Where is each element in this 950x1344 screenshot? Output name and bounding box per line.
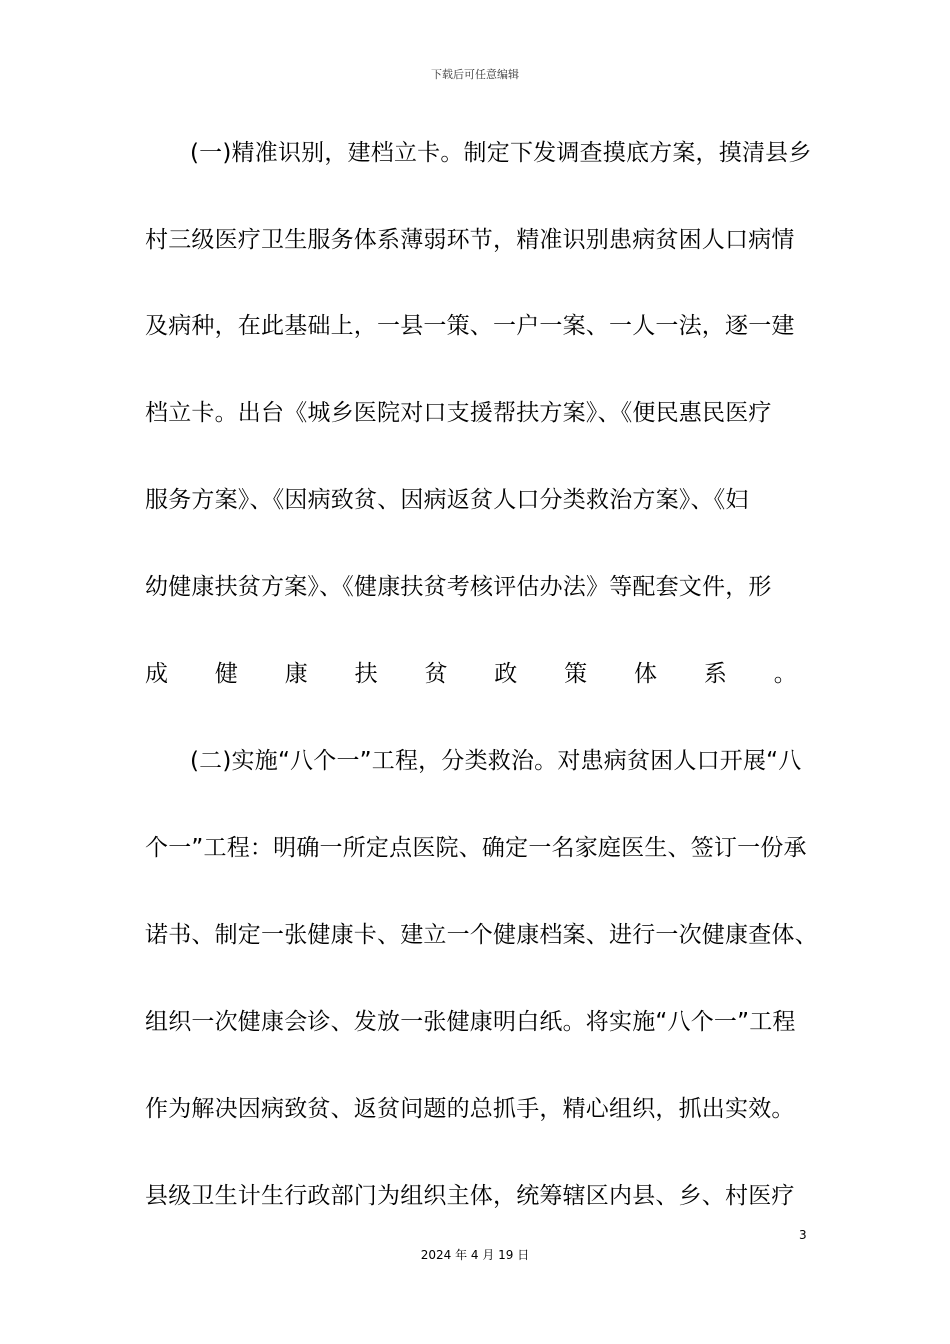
char: 策 bbox=[564, 661, 588, 687]
paragraph-line: 及病种，在此基础上，一县一策、一户一案、一人一法，逐一建 bbox=[145, 313, 795, 339]
paragraph-line: 幼健康扶贫方案》、《健康扶贫考核评估办法》等配套文件，形 bbox=[145, 574, 772, 600]
char: 康 bbox=[284, 661, 308, 687]
paragraph-line: 档立卡。出台《城乡医院对口支援帮扶方案》、《便民惠民医疗 bbox=[145, 400, 772, 426]
char: 政 bbox=[494, 661, 518, 687]
page-footer-date: 2024 年 4 月 19 日 bbox=[420, 1248, 530, 1262]
paragraph-line: 诺书、制定一张健康卡、建立一个健康档案、进行一次健康查体、 bbox=[145, 922, 818, 948]
paragraph-line: 县级卫生计生行政部门为组织主体，统筹辖区内县、乡、村医疗 bbox=[145, 1183, 795, 1209]
paragraph-line: 组织一次健康会诊、发放一张健康明白纸。将实施“八个一”工程 bbox=[145, 1009, 796, 1035]
page-number: 3 bbox=[799, 1228, 807, 1242]
page-header: 下载后可任意编辑 bbox=[431, 68, 519, 81]
paragraph-line: 作为解决因病致贫、返贫问题的总抓手，精心组织，抓出实效。 bbox=[145, 1096, 795, 1122]
paragraph-line: 服务方案》、《因病致贫、因病返贫人口分类救治方案》、《妇 bbox=[145, 487, 749, 513]
char: 成 bbox=[145, 661, 169, 687]
paragraph-line: (二)实施“八个一”工程，分类救治。对患病贫困人口开展“八 bbox=[190, 748, 802, 774]
paragraph-line-justified bbox=[145, 659, 797, 689]
char: 贫 bbox=[424, 661, 448, 687]
char: 体 bbox=[634, 661, 658, 687]
char: 健 bbox=[214, 661, 239, 687]
char: 。 bbox=[773, 661, 797, 687]
char: 扶 bbox=[354, 661, 378, 687]
paragraph-line: (一)精准识别，建档立卡。制定下发调查摸底方案，摸清县乡 bbox=[190, 140, 812, 166]
char: 系 bbox=[703, 661, 728, 687]
paragraph-line: 村三级医疗卫生服务体系薄弱环节，精准识别患病贫困人口病情 bbox=[145, 227, 795, 253]
paragraph-line: 个一”工程：明确一所定点医院、确定一名家庭医生、签订一份承 bbox=[145, 835, 807, 861]
